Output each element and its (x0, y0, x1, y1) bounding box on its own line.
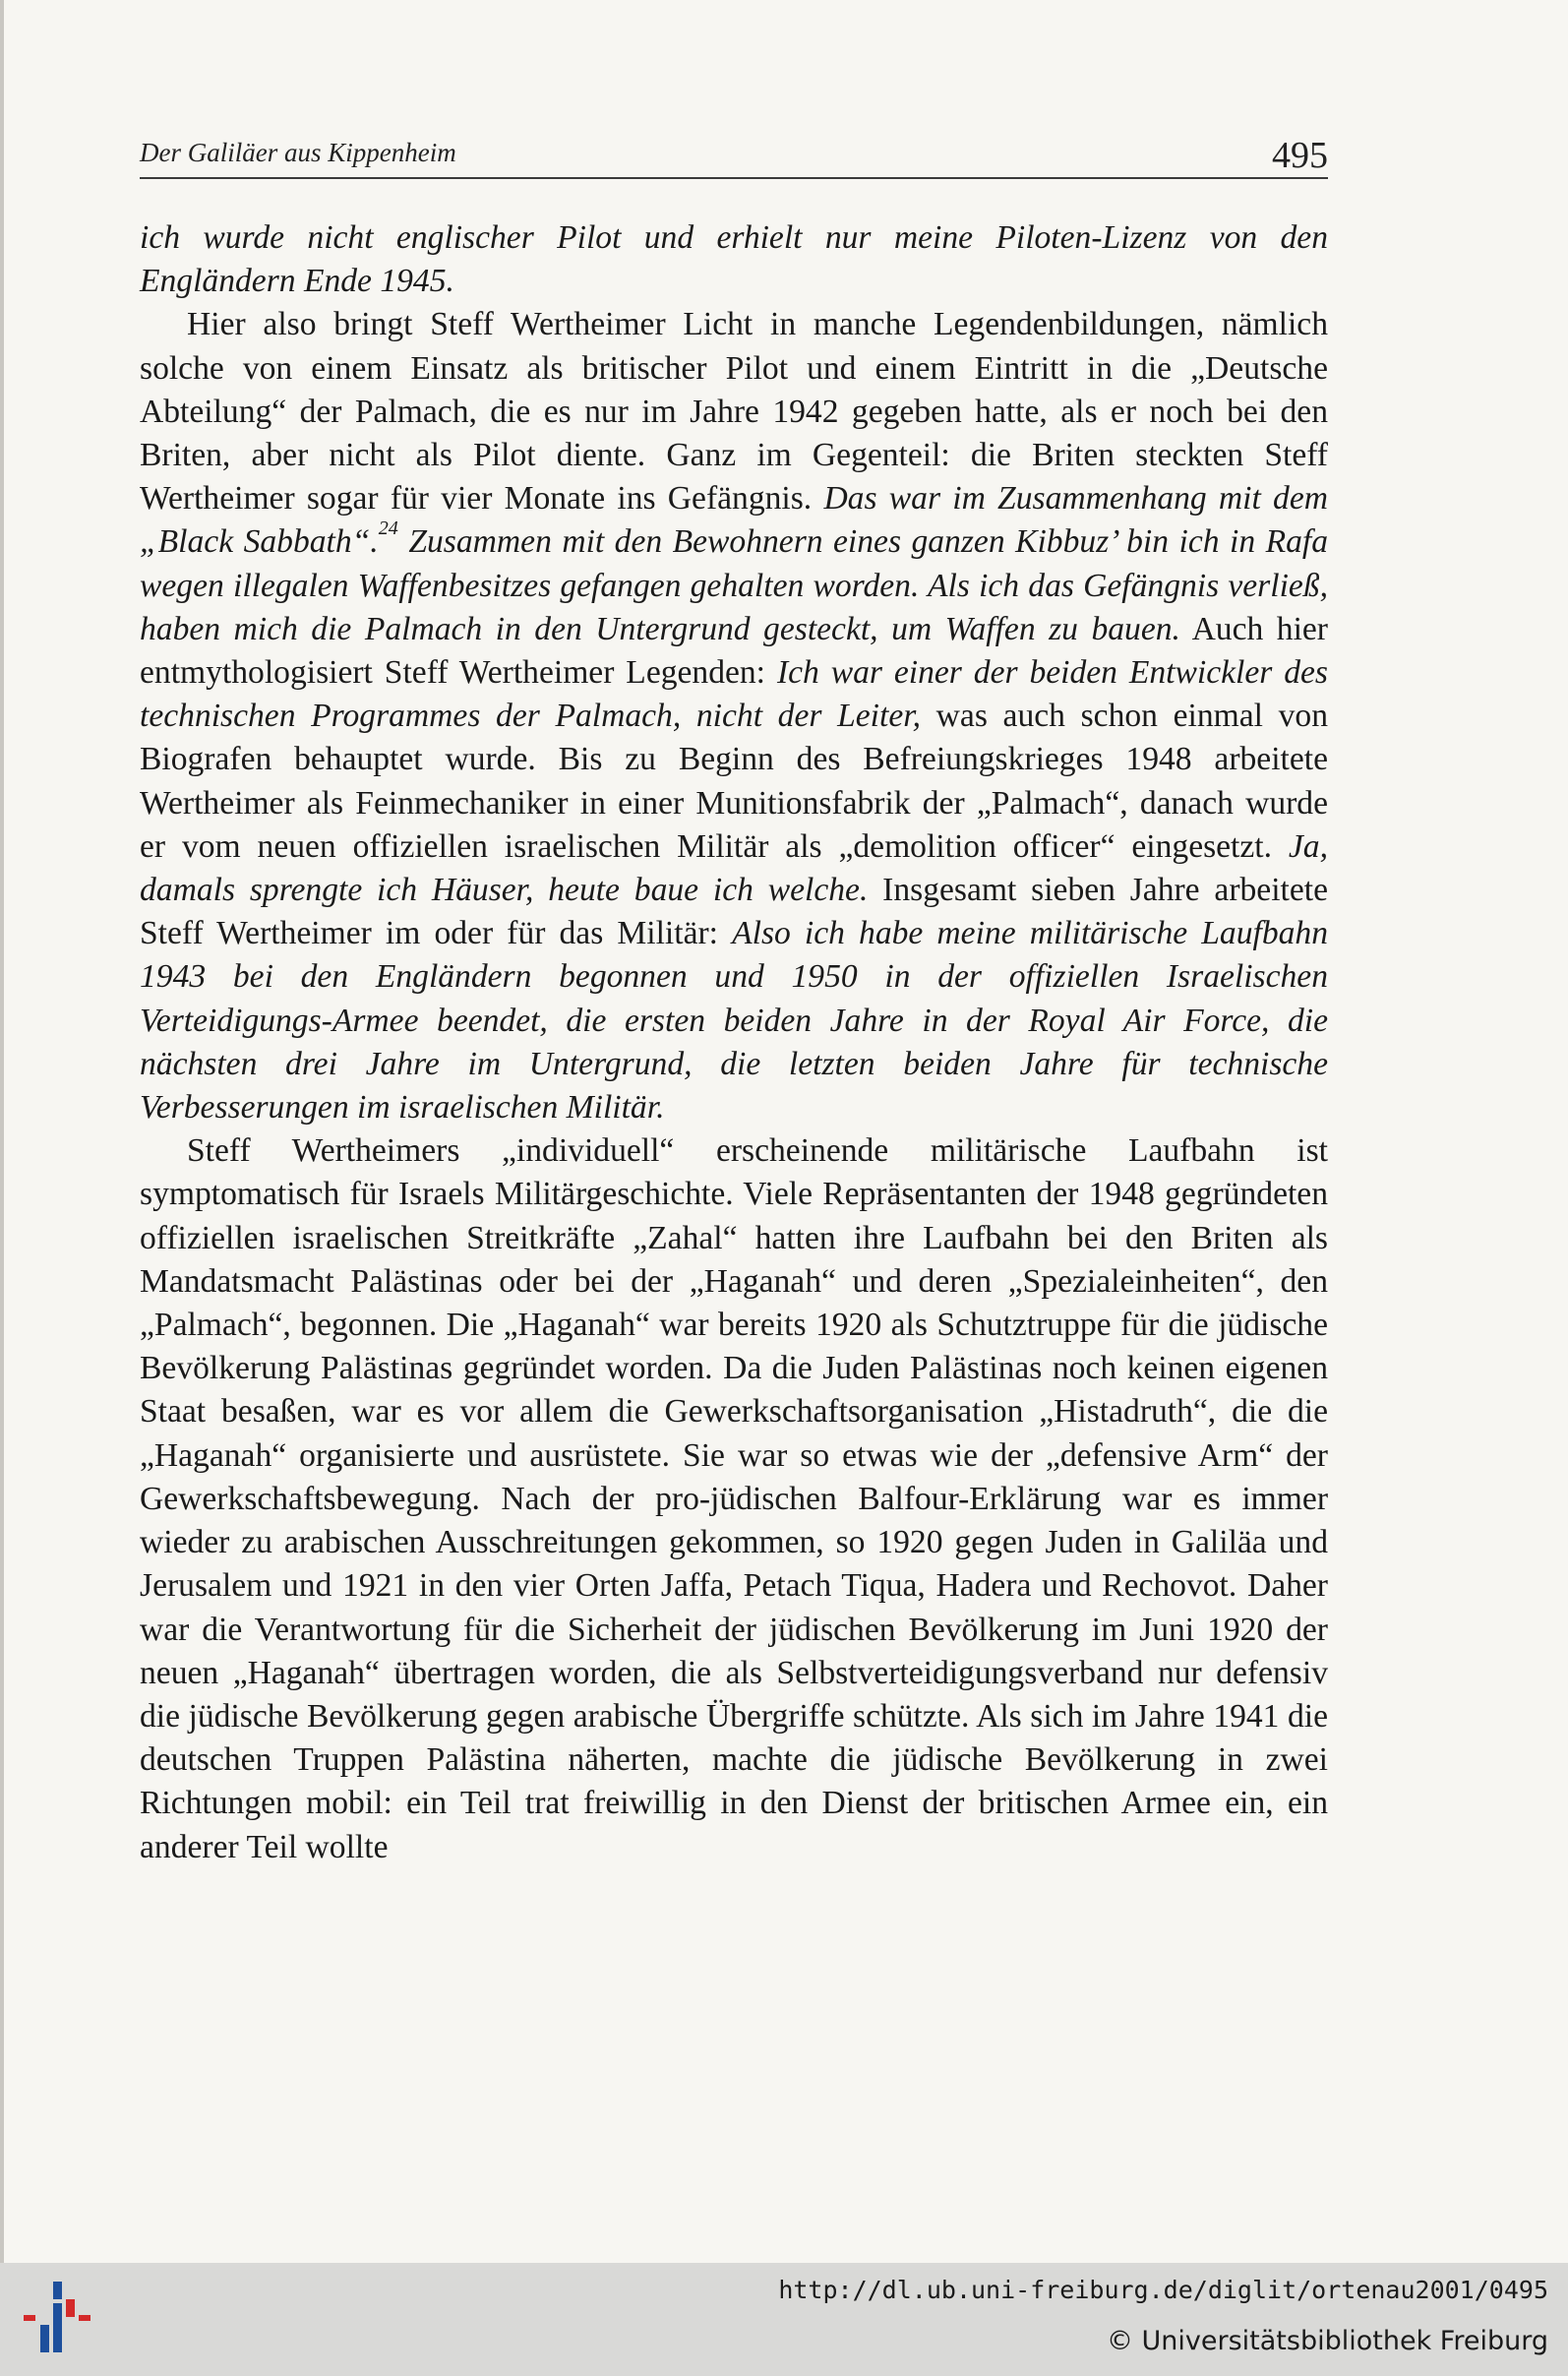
paragraph-3: Steff Wertheimers „individuell“ erscheinende militärische Laufbahn ist symptomatisch für Israels Militärgeschichte. Viele Repräsentanten der 1948 gegründeten offiziellen israelischen Streitkräfte „Zahal“ hatten ihre Laufbahn bei den Briten als Mandatsmacht Palästinas oder bei der „Haganah“ und deren „Spezialeinheiten“, den „Palmach“, begonnen. Die „Haganah“ war bereits 1920 als Schutztruppe für die jüdische Bevölkerung Palästinas gegründet worden. Da die Juden Palästinas noch keinen eigenen Staat besaßen, war es vor allem die Gewerkschaftsorganisation „Histadruth“, die die „Haganah“ organisierte und ausrüstete. Sie war so etwas wie der „defensive Arm“ der Gewerkschaftsbewegung. Nach der pro-jüdischen Balfour-Erklärung war es immer wieder zu arabischen Ausschreitungen gekommen, so 1920 gegen Juden in Galiläa und Jerusalem und 1921 in den vier Orten Jaffa, Petach Tiqua, Hadera und Rechovot. Daher war die Verantwortung für die Sicherheit der jüdischen Bevölkerung im Juni 1920 der neuen „Haganah“ übertragen worden, die als Selbstverteidigungsverband nur defensiv die jüdische Bevölkerung gegen arabische Übergriffe schützte. Als sich im Jahre 1941 die deutschen Truppen Palästina näherten, machte die jüdische Bevölkerung in zwei Richtungen mobil: ein Teil trat freiwillig in den Dienst der britischen Armee ein, ein anderer Teil wollte (140, 1132, 1328, 1865)
quote-text: Das war im Zusammenhang mit dem „Black Sabbath“. (140, 480, 1328, 561)
page-number: 495 (1272, 135, 1328, 176)
ub-freiburg-logo-icon[interactable] (20, 2278, 98, 2356)
footnote-reference[interactable]: 24 (378, 518, 398, 540)
running-head (140, 134, 1328, 179)
paragraph-1 (140, 216, 1328, 303)
page-edge (0, 0, 4, 2263)
quote-text: ich wurde nicht englischer Pilot und erhielt nur meine Piloten-Lizenz von den Engländern Ende 1945. (140, 219, 1328, 300)
quote-text: Zusammen mit den Bewohnern eines ganzen Kibbuz’ bin ich in Rafa wegen illegalen Waffenbesitzes gefangen gehalten worden. Als ich das Gefängnis verließ, haben mich die Palmach in den Untergrund gesteckt, um Waffen zu bauen. (140, 523, 1328, 647)
quote-text: Also ich habe meine militärische Laufbahn 1943 bei den Engländern begonnen und 1950 in der offiziellen Israelischen Verteidigungs-Armee beendet, die ersten beiden Jahre in der Royal Air Force, die nächsten drei Jahre im Untergrund, die letzten beiden Jahre für technische Verbesserungen im israelischen Militär. (140, 915, 1328, 1127)
copyright-notice: © Universitätsbibliothek Freiburg (1106, 2326, 1548, 2356)
quote-text: Ich war einer der beiden Entwickler des technischen Programmes der Palmach, nicht der Leiter, (140, 654, 1328, 735)
source-url-link[interactable]: http://dl.ub.uni-freiburg.de/diglit/ortenau2001/0495 (778, 2276, 1548, 2304)
body-text-run: Auch hier entmythologisiert Steff Wertheimer Legenden: (140, 610, 1328, 692)
running-title: Der Galiläer aus Kippenheim (140, 138, 456, 167)
paragraph-2 (140, 303, 1328, 1129)
quote-text: Ja, damals sprengte ich Häuser, heute baue ich welche. (140, 827, 1328, 909)
body-text (140, 216, 1328, 1869)
body-text-run: Insgesamt sieben Jahre arbeitete Steff Wertheimer im oder für das Militär: (140, 872, 1328, 952)
body-text-run: was auch schon einmal von Biografen behauptet wurde. Bis zu Beginn des Befreiungskrieges 1948 arbeitete Wertheimer als Feinmechaniker in einer Munitionsfabrik der „Palmach“, danach wurde er vom neuen offiziellen israelischen Militär als „demolition officer“ eingesetzt. (140, 698, 1328, 865)
body-text-run: Hier also bringt Steff Wertheimer Licht in manche Legendenbildungen, nämlich solche von einem Einsatz als britischer Pilot und einem Eintritt in die „Deutsche Abteilung“ der Palmach, die es nur im Jahre 1942 gegeben hatte, als er noch bei den Briten, aber nicht als Pilot diente. Ganz im Gegenteil: die Briten steckten Steff Wertheimer sogar für vier Monate ins Gefängnis. (140, 306, 1328, 518)
